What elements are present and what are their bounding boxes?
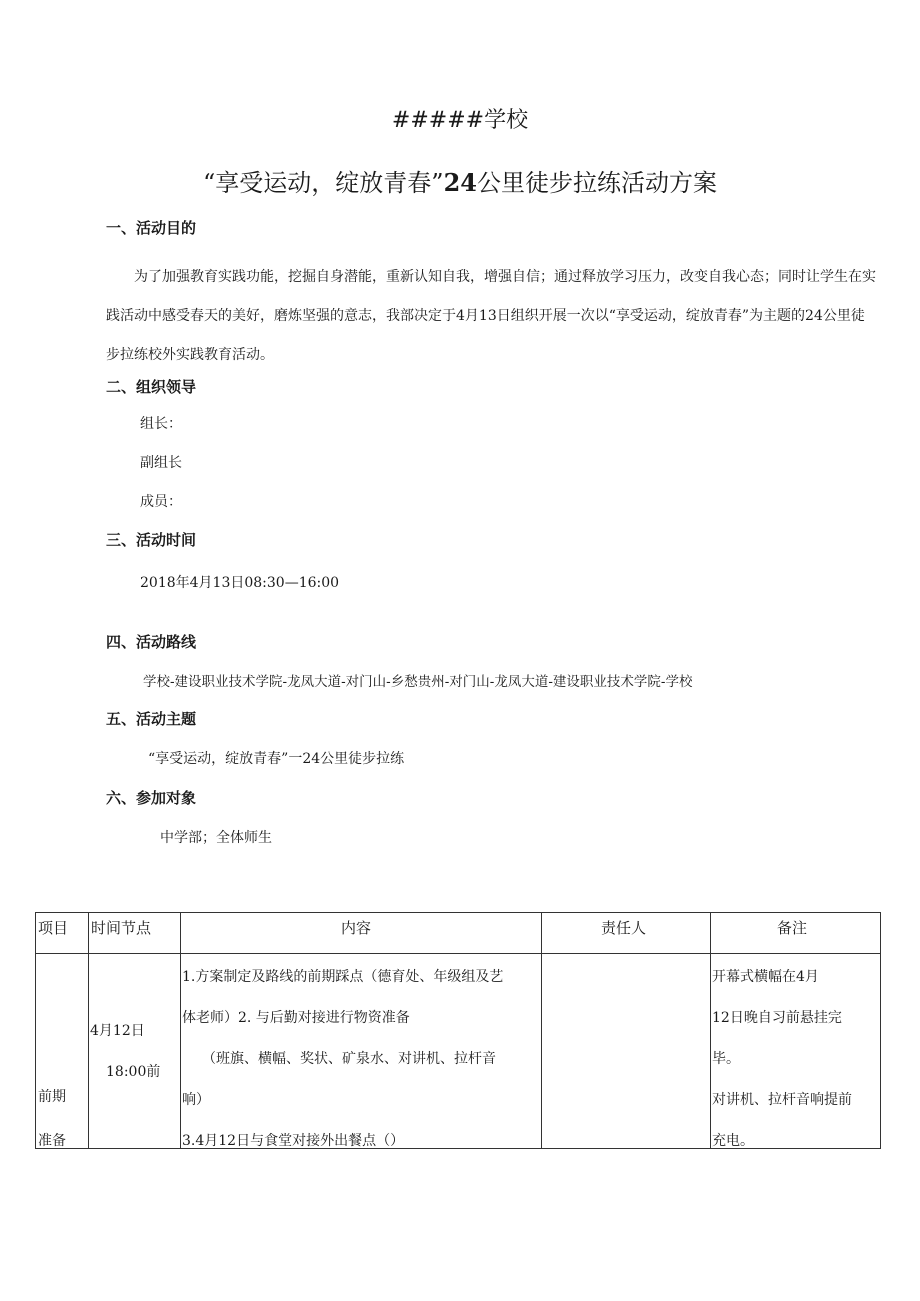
section-heading-leadership: 二、组织领导 — [106, 378, 197, 396]
notes-line-2: 12日晚自习前悬挂完 — [712, 1010, 842, 1026]
participants: 中学部；全体师生 — [160, 830, 272, 846]
content-line-2: 体老师）2. 与后勤对接进行物资准备 — [182, 1010, 410, 1026]
plan-title — [0, 163, 920, 198]
purpose-paragraph: 为了加强教育实践功能，挖掘自身潜能，重新认知自我，增强自信；通过释放学习压力，改变自我心态；同时让学生在实践活动中感受春天的美好，磨炼坚强的意志，我部决定于4月13日组织开展一次以“享受运动，绽放青春”为主题的24公里徒步拉练校外实践教育活动。 — [106, 269, 876, 363]
content-line-5: 3.4月12日与食堂对接外出餐点（） — [182, 1133, 405, 1149]
plan-title-number: 24 — [443, 168, 477, 197]
section-heading-purpose: 一、活动目的 — [106, 219, 197, 237]
header-content: 内容 — [341, 919, 372, 937]
row-project-line-1: 前期 — [38, 1089, 66, 1105]
row-notes — [712, 957, 852, 1162]
activity-route: 学校-建设职业技术学院-龙凤大道-对门山-乡愁贵州-对门山-龙凤大道-建设职业技术学院-学校 — [143, 674, 693, 690]
section-heading-time: 三、活动时间 — [106, 531, 197, 549]
activity-time: 2018年4月13日08:30—16:00 — [140, 575, 340, 591]
notes-line-4: 对讲机、拉杆音响提前 — [712, 1092, 852, 1108]
notes-line-5: 充电。 — [712, 1133, 754, 1149]
row-project-line-2: 准备 — [38, 1133, 66, 1149]
plan-title-prefix: “享受运动，绽放青春” — [203, 169, 444, 197]
notes-line-3: 毕。 — [712, 1051, 740, 1067]
row-content — [182, 957, 503, 1162]
content-line-4: 响） — [182, 1092, 210, 1108]
section-heading-participants: 六、参加对象 — [106, 789, 197, 807]
row-time-line-1: 4月12日 — [90, 1023, 145, 1039]
header-notes: 备注 — [777, 919, 808, 937]
section-heading-route: 四、活动路线 — [106, 633, 197, 651]
content-line-1: 1.方案制定及路线的前期踩点（德育处、年级组及艺 — [182, 969, 504, 985]
school-title: #####学校 — [391, 108, 529, 133]
leader-line: 组长： — [140, 416, 182, 432]
header-project: 项目 — [38, 919, 69, 937]
row-time-line-2: 18:00前 — [106, 1064, 161, 1080]
plan-title-suffix: 公里徒步拉练活动方案 — [476, 169, 717, 197]
header-responsible: 责任人 — [601, 919, 647, 937]
plan-table — [35, 912, 881, 1149]
header-time: 时间节点 — [91, 919, 152, 937]
deputy-leader-line: 副组长 — [140, 455, 182, 471]
activity-theme: “享受运动，绽放青春”一24公里徒步拉练 — [148, 751, 405, 767]
content-line-3: （班旗、横幅、奖状、矿泉水、对讲机、拉杆音 — [202, 1051, 496, 1067]
notes-line-1: 开幕式横幅在4月 — [712, 969, 819, 985]
section-heading-theme: 五、活动主题 — [106, 710, 197, 728]
members-line: 成员： — [140, 494, 182, 510]
